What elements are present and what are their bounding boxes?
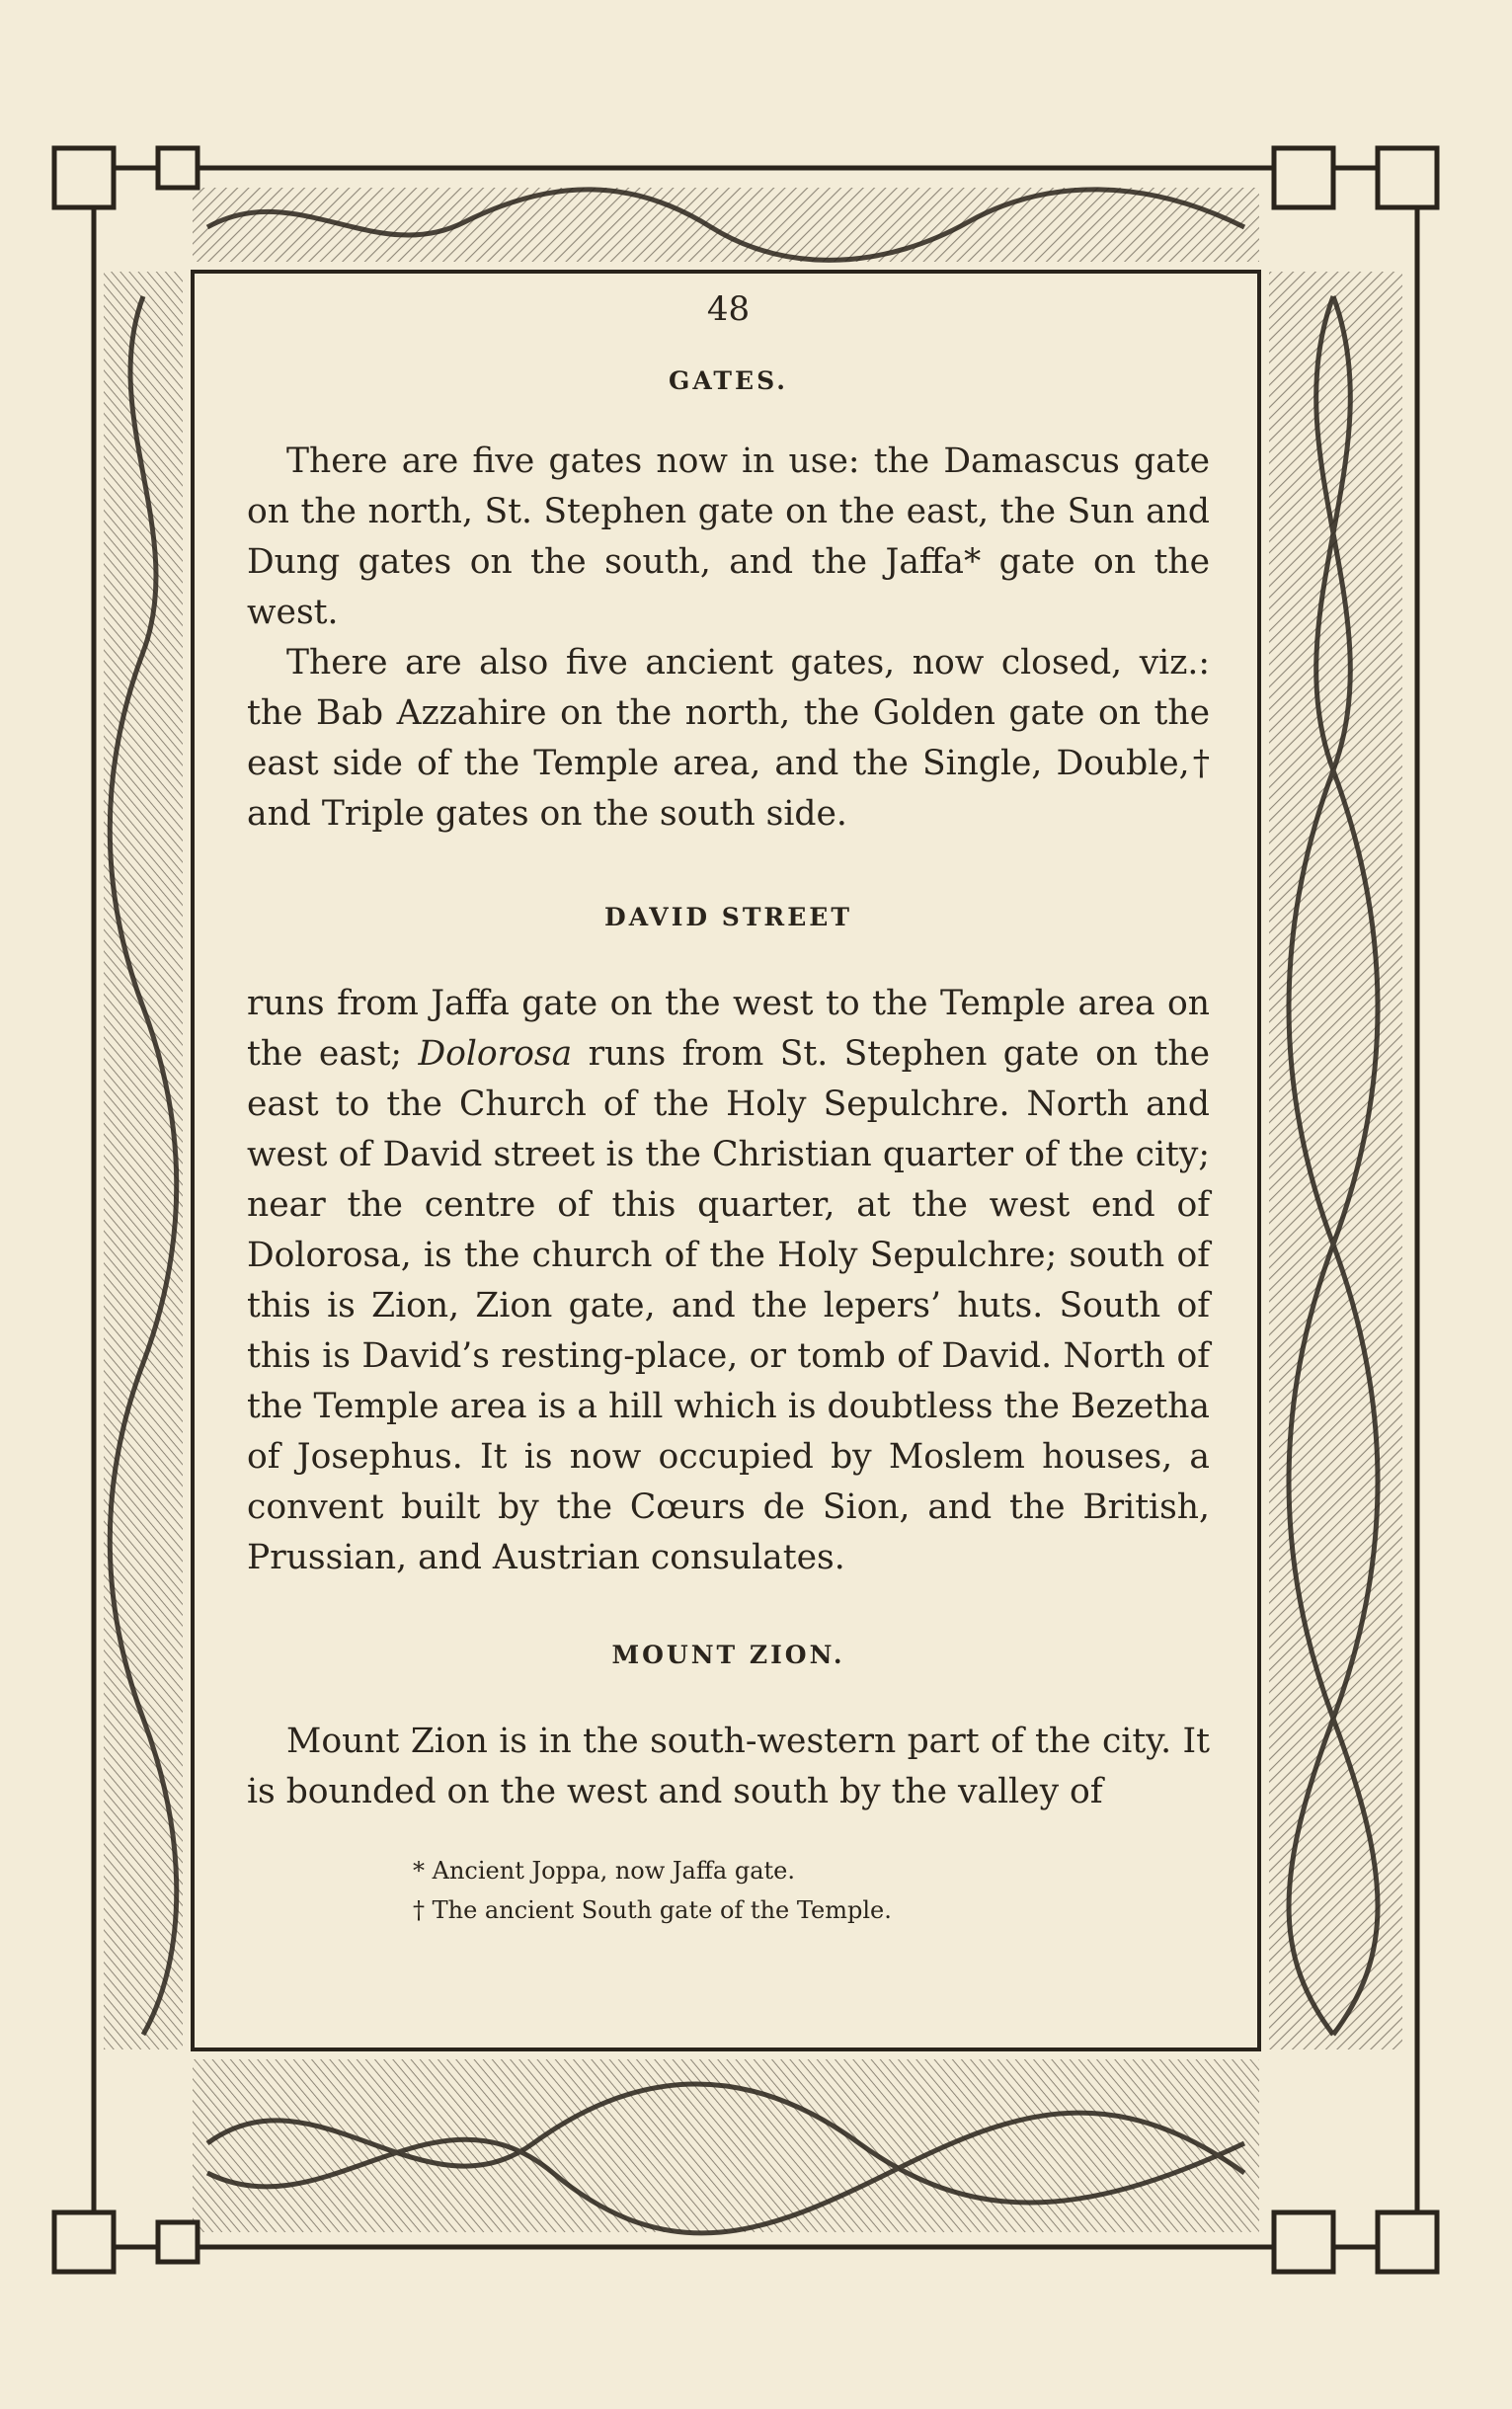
david-street-paragraph [247, 979, 1210, 1583]
section-heading-gates: GATES. [669, 366, 788, 395]
footnote-1: * Ancient Joppa, now Jaffa gate. [413, 1857, 795, 1885]
footnote-2: † The ancient South gate of the Temple. [413, 1896, 892, 1924]
section-heading-david-street: DAVID STREET [604, 903, 852, 931]
page-number: 48 [706, 289, 751, 329]
section-heading-mount-zion: MOUNT ZION. [611, 1641, 845, 1669]
footnotes [247, 1851, 1210, 1930]
page-content [247, 281, 1210, 2020]
mount-zion-paragraph: Mount Zion is in the south-western part of the city. It is bounded on the west and south by the valley of [247, 1722, 1210, 1811]
david-street-text-end: runs from St. Stephen gate on the east to the Church of the Holy Sepulchre. North and west of David street is the Christian quarter of the city; near the centre of this quarter, at the west end of Dolorosa, is the church of the Holy Sepulchre; south of this is Zion, Zion gate, and the lepers’ huts. South of this is David’s resting-place, or tomb of David. North of the Temple area is a hill which is doubtless the Bezetha of Josephus. It is now occupied by Moslem houses, a convent built by the Cœurs de Sion, and the British, Prussian, and Austrian consulates. [247, 1034, 1210, 1577]
gates-paragraph-2: There are also five ancient gates, now closed, viz.: the Bab Azzahire on the north, the Golden gate on the east side of the Temple area, and the Single, Double,† and Triple gates on the south side. [247, 643, 1210, 834]
david-street-text-start: runs from Jaffa gate on the west to the Temple area on the east; [247, 984, 1210, 1074]
gates-paragraph-1: There are five gates now in use: the Damascus gate on the north, St. Stephen gate on the east, the Sun and Dung gates on the south, and the Jaffa* gate on the west. [247, 442, 1210, 632]
dolorosa-italic: Dolorosa [418, 1034, 573, 1074]
